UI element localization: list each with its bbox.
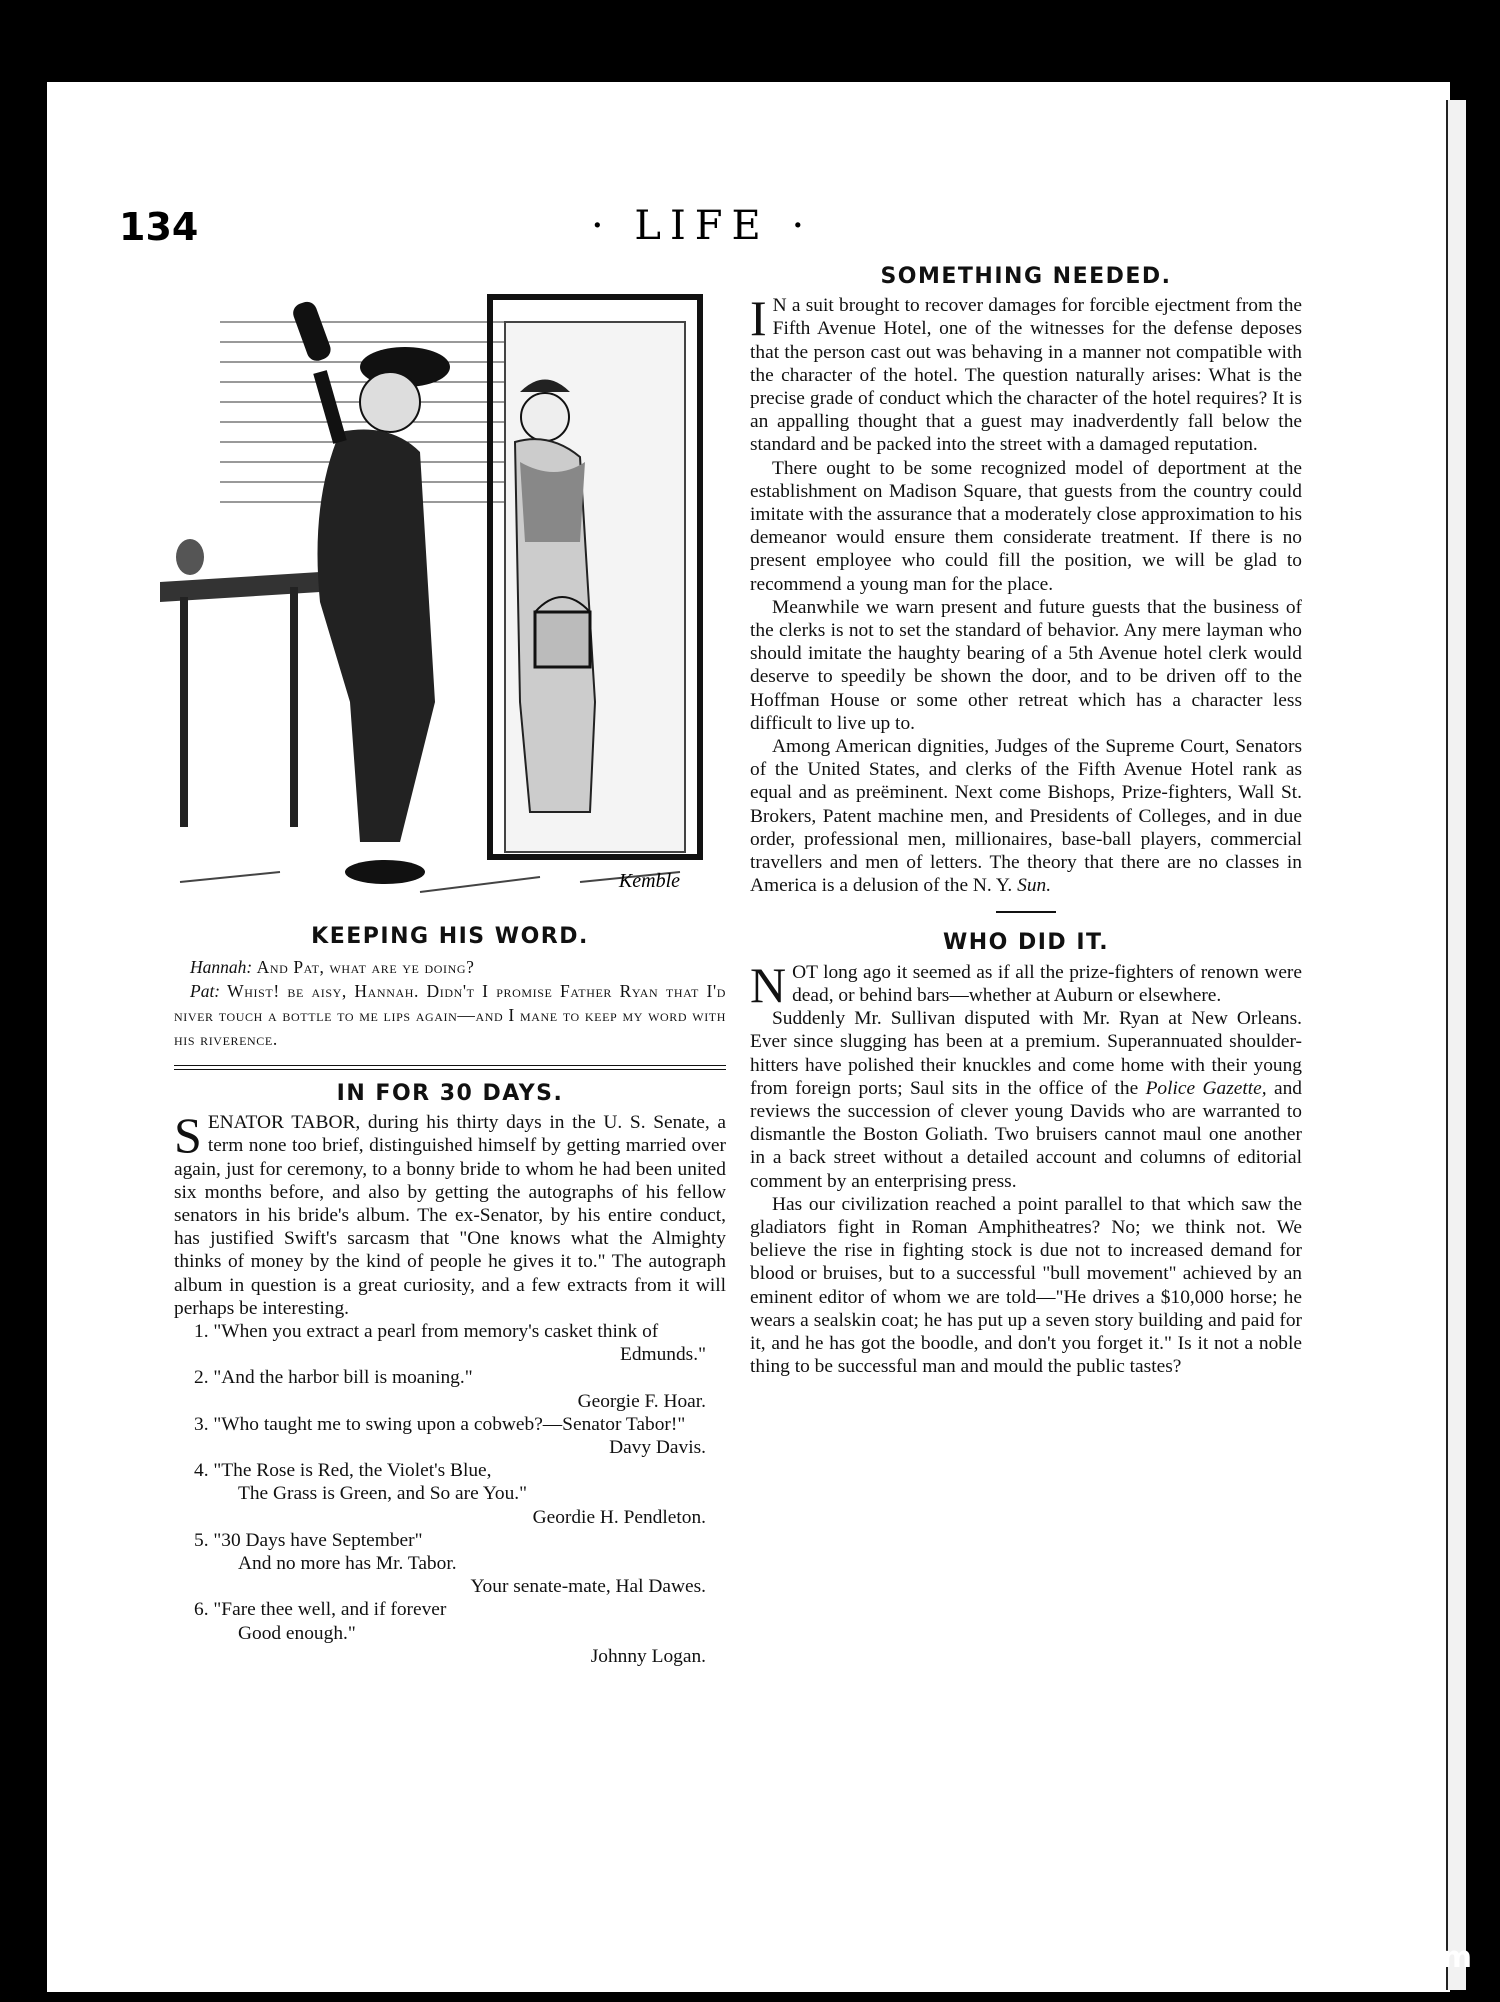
double-rule-divider [174,1065,726,1070]
autograph-item-1: 1. "When you extract a pearl from memory's casket think of [194,1321,659,1343]
autograph-item-4: 4. "The Rose is Red, the Violet's Blue, [194,1460,492,1482]
tabor-intro: ENATOR TABOR, during his thirty days in the U. S. Senate, a term none too brief, distinguished himself by getting married over again, just for ceremony, to a bonny bride to whom he had been united six months before, and also by getting the autographs of his fellow senators in his bride's album. The ex-Senator, by his entire conduct, has justified Swift's sarcasm that "One knows what the Almighty thinks of money by the kind of people he gives it to." The autograph album in question is a great curiosity, and a few extracts from it will perhaps be interesting. [174,1112,726,1319]
autograph-item-5: 5. "30 Days have September" [194,1529,423,1551]
autograph-item-2: 2. "And the harbor bill is moaning." [194,1367,473,1389]
who-title: WHO DID IT. [942,930,1110,956]
police-gazette-title: Police Gazette, [1145,1077,1267,1099]
autograph-signature-4: Geordie H. Pendleton. [532,1506,706,1528]
who-para-2b: and reviews the succession of clever young Davids who are warranted to dismantle the Boston Goliath. Two bruisers cannot maul one another in a back street without a detailed account and columns of editorial comment by an enterprising press. [750,1077,1302,1192]
something-para-4: Among American dignities, Judges of the Supreme Court, Senators of the United States, and clerks of the Fifth Avenue Hotel rank as equal and as preëminent. Next come Bishops, Prize-fighters, Wall St. Brokers, Patent machine men, and Presidents of Colleges, and in due order, professional men, millionaires, base-ball players, commercial travellers and men of letters. The theory that there are no classes in America is a delusion of the N. Y. [750,736,1302,897]
autograph-item-5-line2: And no more has Mr. Tabor. [238,1553,457,1575]
speaker-pat: Pat: [190,981,221,1001]
left-column [174,925,726,1668]
something-para-1: N a suit brought to recover damages for forcible ejectment from the Fifth Avenue Hotel, one of the witnesses for the defense deposes that the person cast out was behaving in a manner not compatible with the character of the hotel. The question naturally arises: What is the precise grade of conduct which the character of the hotel requires? It is an appalling thought that a guest may inadverdently fall below the standard and be packed into the street with a damaged reputation. [750,295,1302,456]
autograph-signature-1: Edmunds." [619,1344,706,1366]
artist-signature: Kemble [618,870,680,892]
tabor-dropcap: S [174,1107,202,1164]
short-rule-divider [996,911,1056,913]
adjacent-page-edge [1446,100,1466,1990]
speaker-hannah: Hannah: [190,957,253,977]
tabor-title: IN FOR 30 DAYS. [336,1081,564,1106]
keeping-caption [174,925,726,1051]
who-para-1: OT long ago it seemed as if all the prize-fighters of renown were dead, or behind bars—whether at Auburn or elsewhere. [792,961,1302,1006]
autograph-signature-2: Georgie F. Hoar. [577,1390,706,1412]
site-watermark: comicbooks.com [1202,1940,1472,1974]
autograph-signature-3: Davy Davis. [609,1437,706,1459]
autograph-signature-5: Your senate-mate, Hal Dawes. [470,1576,706,1598]
something-dropcap: I [750,290,767,347]
autograph-item-6: 6. "Fare thee well, and if forever [194,1599,447,1621]
page-header [119,205,1302,255]
autograph-item-3: 3. "Who taught me to swing upon a cobweb?—Senator Tabor!" [194,1413,686,1435]
something-title: SOMETHING NEEDED. [880,264,1172,289]
autograph-item-4-line2: The Grass is Green, and So are You." [238,1483,528,1505]
something-para-4-end: Sun. [1017,875,1052,897]
engraving-illustration [160,282,720,912]
who-para-3: Has our civilization reached a point parallel to that which saw the gladiators fight in Roman Amphitheatres? No; we think not. We believe the rise in fighting stock is due not to increased demand for blood or bruises, but to a successful "bull movement" achieved by an eminent editor of whom we are told—"He drives a $10,000 horse; he wears a sealskin coat; he has put up a seven story building and paid for it, and he has got the boodle, and don't you forget it." Is it not a noble thing to be successful man and mould the public tastes? [750,1193,1302,1378]
autograph-list [174,1320,726,1668]
autograph-item-6-line2: Good enough." [238,1622,356,1644]
something-para-2: There ought to be some recognized model of deportment at the establishment on Madison Square, that guests from the country could imitate with the assurance that a moderately close approximation to his demeanor would ensure them considerate treatment. If there is no present employee who could fill the position, we will be glad to recommend a young man for the place. [750,457,1302,595]
pat-line: Whist! be aisy, Hannah. Didn't I promise Father Ryan that I'd niver touch a bottle to me lips again—and I mane to keep my word with his riverence. [174,981,727,1049]
hannah-line: And Pat, what are ye doing? [256,957,475,977]
right-column [750,265,1302,1378]
autograph-signature-6: Johnny Logan. [590,1645,706,1667]
something-para-3: Meanwhile we warn present and future guests that the business of the clerks is not to set the standard of behavior. Any mere layman who should imitate the haughty bearing of a 5th Avenue hotel clerk would deserve to speedily be shown the door, and to be driven off to the Hoffman House or some other retreat which has a character less difficult to live up to. [750,596,1302,734]
who-para-2a: Suddenly Mr. Sullivan disputed with Mr. Ryan at New Orleans. Ever since slugging has been at a premium. Superannuated shoulder-hitters have polished their knuckles and come home with their young from foreign ports; Saul sits in the office of the [750,1008,1302,1099]
who-dropcap: N [750,956,787,1013]
masthead-title: · LIFE · [591,203,814,249]
keeping-title: KEEPING HIS WORD. [311,924,589,949]
page-number: 134 [119,205,199,249]
